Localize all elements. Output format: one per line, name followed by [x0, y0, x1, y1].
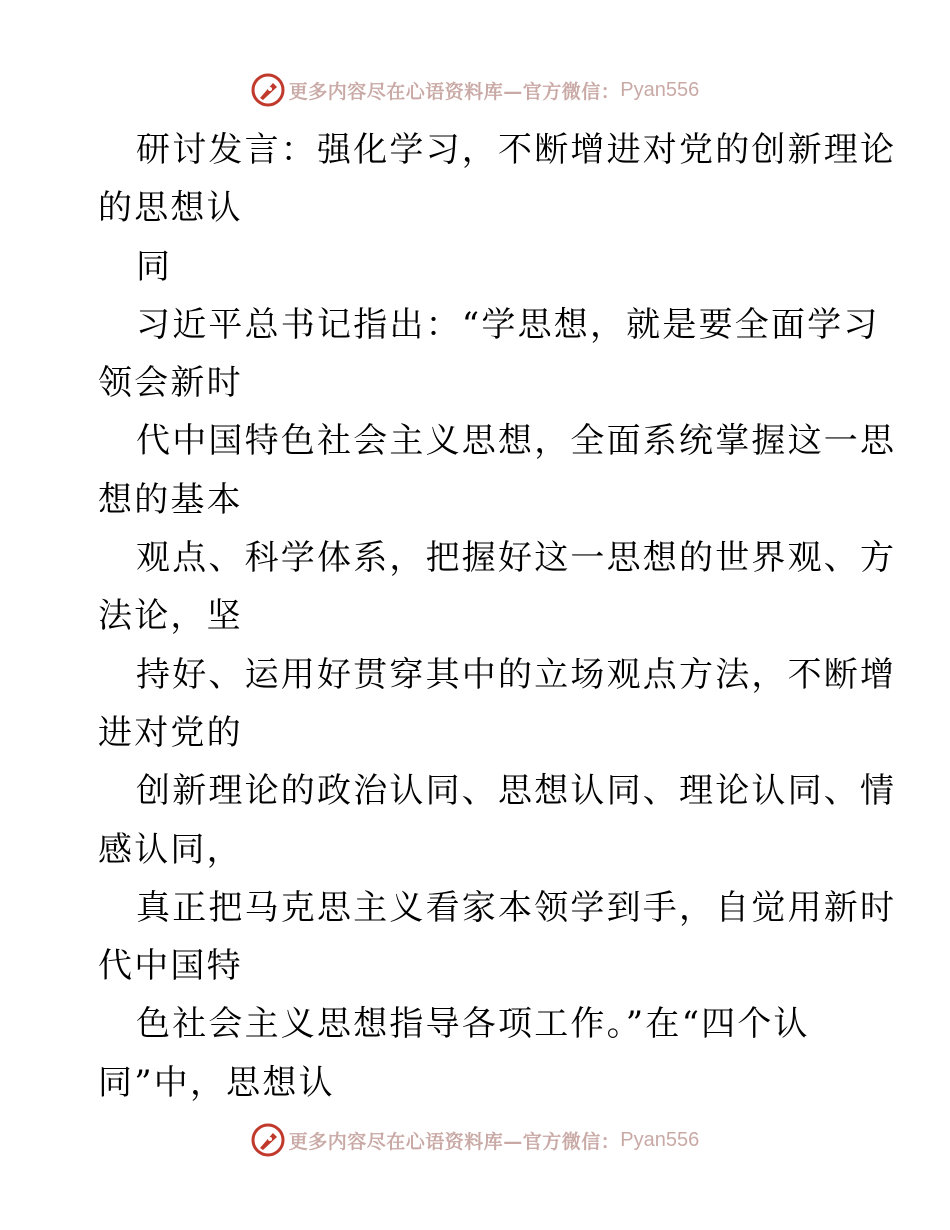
text-line: 研讨发言：强化学习，不断增进对党的创新理论: [136, 130, 897, 170]
text-line: 想的基本: [98, 479, 243, 520]
header-banner-text: 更多内容尽在心语资料库—官方微信：: [288, 80, 621, 103]
text-line: 持好、运用好贯穿其中的立场观点方法，不断增: [136, 654, 897, 695]
text-line: 同: [136, 246, 173, 287]
footer-banner: [0, 1120, 950, 1160]
footer-banner-text: 更多内容尽在心语资料库—官方微信：: [288, 1130, 621, 1153]
text-line: 观点、科学体系，把握好这一思想的世界观、方: [136, 538, 897, 579]
text-line: 领会新时: [98, 363, 243, 404]
text-line: 代中国特色社会主义思想，全面系统掌握这一思: [136, 421, 897, 462]
pen-nib-logo-icon: [251, 1123, 285, 1157]
header-banner: [0, 70, 950, 110]
footer-banner-id: Pyan556: [620, 1128, 700, 1151]
text-line: 代中国特: [98, 946, 243, 987]
document-body: [98, 121, 897, 1112]
text-line: 习近平总书记指出：“学思想，就是要全面学习: [136, 304, 880, 345]
text-line: 真正把马克思主义看家本领学到手，自觉用新时: [136, 887, 897, 928]
text-line: 进对党的: [98, 712, 243, 753]
text-line: 的思想认: [98, 188, 243, 229]
header-banner-id: Pyan556: [620, 78, 700, 101]
text-line: 法论，坚: [98, 596, 243, 637]
text-line: 创新理论的政治认同、思想认同、理论认同、情: [136, 771, 897, 812]
text-line: 感认同，: [98, 829, 243, 870]
pen-nib-logo-icon: [251, 73, 285, 107]
text-line: 色社会主义思想指导各项工作。”在“四个认: [136, 1004, 810, 1045]
text-line: 同”中，思想认: [98, 1062, 335, 1103]
